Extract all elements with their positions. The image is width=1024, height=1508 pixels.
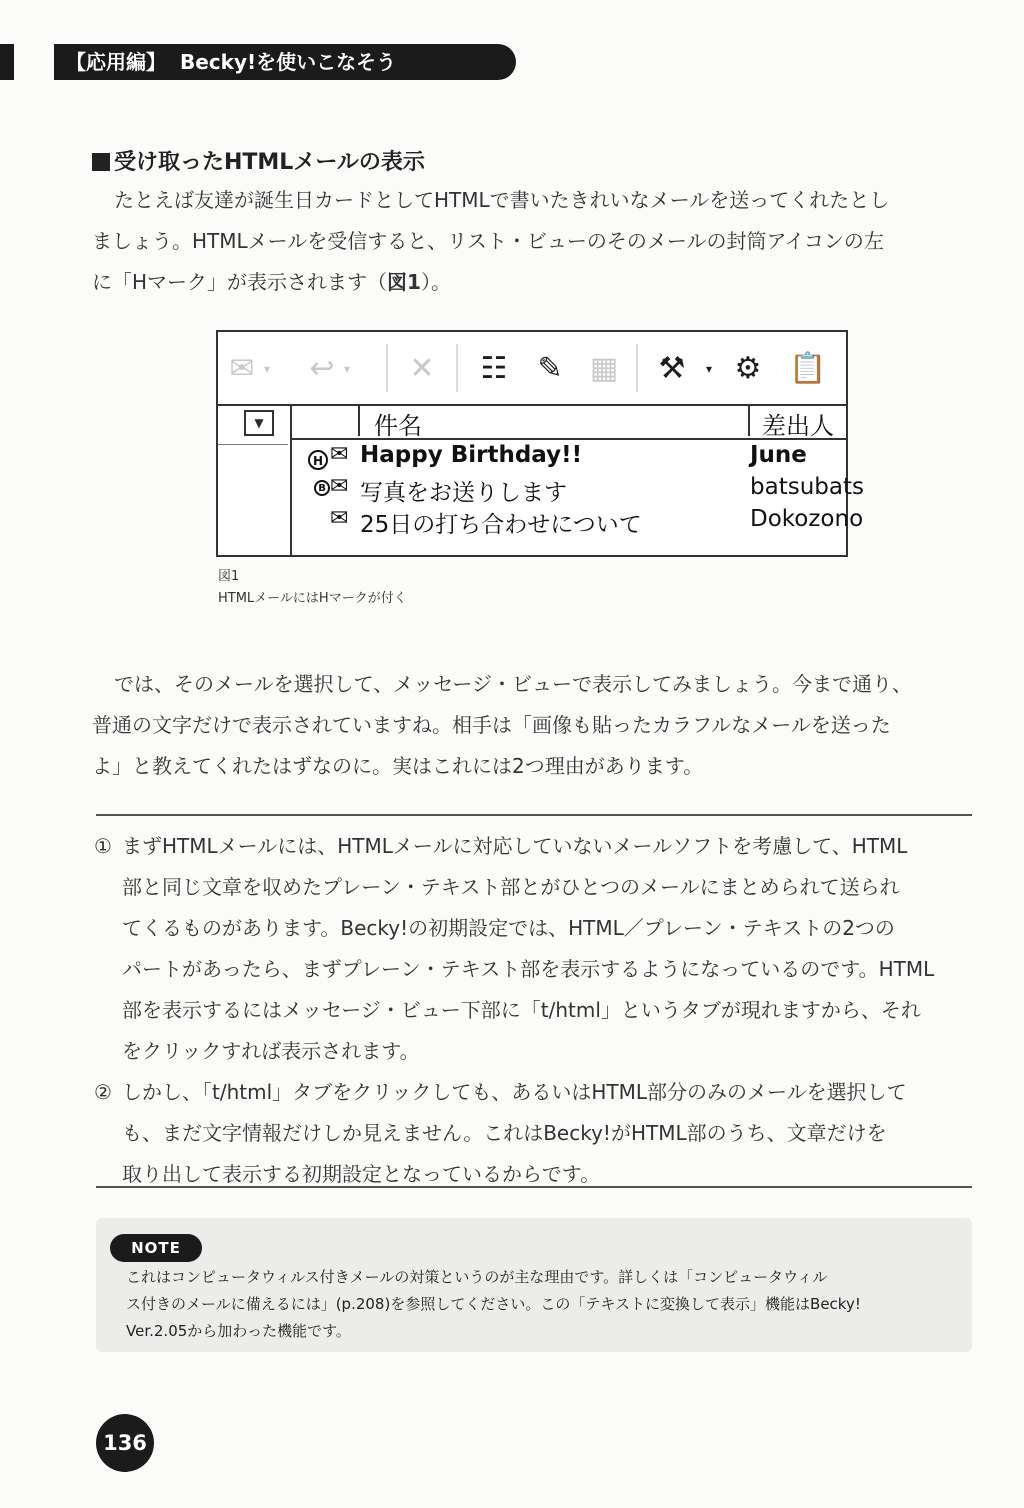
intro-line-text: に「Hマーク」が表示されます（ [92,270,388,294]
mail-row[interactable] [290,474,864,506]
column-from[interactable]: 差出人 [762,412,834,440]
mail-row[interactable] [290,506,864,538]
tools-icon[interactable]: ⚒ [658,350,686,386]
figure-screenshot [216,330,864,557]
mail-from: batsubats [750,474,864,500]
note-line: これはコンピュータウィルス付きメールの対策というのが主な理由です。詳しくは「コンピュータウィル [126,1268,828,1286]
delete-icon[interactable]: ✕ [409,350,435,386]
chapter-title: Becky!を使いこなそう [180,50,397,74]
reason-line: パートがあったら、まずプレーン・テキスト部を表示するようになっているのです。HTML [122,957,935,981]
reason-line: まずHTMLメールには、HTMLメールに対応していないメールソフトを考慮して、HTML [122,834,908,858]
reasons-list [94,826,974,1195]
reason-line: てくるものがあります。Becky!の初期設定では、HTML／プレーン・テキストの2つの [122,916,895,940]
html-mark-icon: H [308,450,328,470]
list-column-header [290,404,846,440]
reason-line: 取り出して表示する初期設定となっているからです。 [122,1162,601,1186]
reason-item [94,1072,974,1195]
column-separator [748,404,750,436]
envelope-icon: ✉ [330,442,349,467]
toolbar-separator [456,344,458,392]
column-subject[interactable]: 件名 [374,412,422,440]
body-line: 普通の文字だけで表示されていますね。相手は「画像も貼ったカラフルなメールを送った [92,713,891,737]
filter-settings-icon[interactable]: ⚙ [734,350,762,386]
envelope-icon: ✉ [330,506,349,531]
figure-reference: 図1 [387,270,421,294]
body-line: では、そのメールを選択して、メッセージ・ビューで表示してみましょう。今まで通り、 [114,672,912,696]
note-text [126,1264,956,1345]
figure-caption-text: HTMLメールにはHマークが付く [218,591,407,606]
note-line: Ver.2.05から加わった機能です。 [126,1322,351,1340]
figure-caption [218,566,407,610]
body-paragraph [92,664,972,787]
reason-number: ① [94,834,112,858]
toolbar-separator [386,344,388,392]
attachment-mark-icon: B [314,480,330,496]
dropdown-arrow-icon[interactable]: ▾ [264,362,271,376]
envelope-icon: ✉ [330,474,349,499]
reason-item [94,826,974,1072]
memo-icon[interactable]: 📋 [789,350,827,386]
dropdown-arrow-icon[interactable]: ▾ [706,362,713,376]
body-line: よ」と教えてくれたはずなのに。実はこれには2つ理由があります。 [92,754,704,778]
reason-line: をクリックすれば表示されます。 [122,1039,420,1063]
note-line: ス付きのメールに備えるには」(p.208)を参照してください。この「テキストに変換して表示」機能はBecky! [126,1295,861,1313]
reason-line: も、まだ文字情報だけしか見えません。これはBecky!がHTML部のうち、文章だけを [122,1121,887,1145]
pane-divider [218,444,288,445]
reason-number: ② [94,1080,112,1104]
folder-combo-button[interactable]: ▼ [244,410,274,436]
intro-line: ましょう。HTMLメールを受信すると、リスト・ビューのそのメールの封筒アイコンの左 [92,229,884,253]
intro-paragraph [92,180,972,303]
mail-from: June [750,442,807,468]
section-heading-text: 受け取ったHTMLメールの表示 [114,150,425,175]
reason-line: 部を表示するにはメッセージ・ビュー下部に「t/html」というタブが現れますから、それ [122,998,921,1022]
chapter-banner [54,44,516,80]
new-mail-icon[interactable]: ✉ [229,350,255,386]
divider-top [96,814,972,816]
mail-row[interactable] [290,442,846,474]
mail-subject: Happy Birthday!! [360,442,583,468]
column-separator [358,404,360,436]
page-number: 136 [96,1414,154,1472]
mail-subject: 写真をお送りします [360,480,567,506]
toolbar [218,332,846,406]
mail-from: Dokozono [750,506,864,532]
tree-view-icon[interactable]: ☷ [480,350,508,386]
intro-line: たとえば友達が誕生日カードとしてHTMLで書いたきれいなメールを送ってくれたとし [114,188,890,212]
intro-line [92,262,972,303]
heading-square-icon [92,153,110,171]
chapter-category: 【応用編】 [66,50,166,74]
header-left-bar [0,44,14,80]
divider-bottom [96,1186,972,1188]
toolbar-separator [636,344,638,392]
note-badge: NOTE [110,1234,202,1262]
pencil-icon[interactable]: ✎ [537,350,563,386]
mail-subject: 25日の打ち合わせについて [360,512,642,538]
reason-line: 部と同じ文章を収めたプレーン・テキスト部とがひとつのメールにまとめられて送られ [122,875,900,899]
folder-pane [218,404,292,557]
section-heading [92,145,425,176]
figure-caption-label: 図1 [218,569,240,584]
intro-line-end: ）。 [420,270,451,294]
reply-icon[interactable]: ↩ [309,350,335,386]
card-icon[interactable]: ▦ [589,350,619,386]
dropdown-arrow-icon[interactable]: ▾ [344,362,351,376]
reason-line: しかし、「t/html」タブをクリックしても、あるいはHTML部分のみのメールを選択して [122,1080,907,1104]
